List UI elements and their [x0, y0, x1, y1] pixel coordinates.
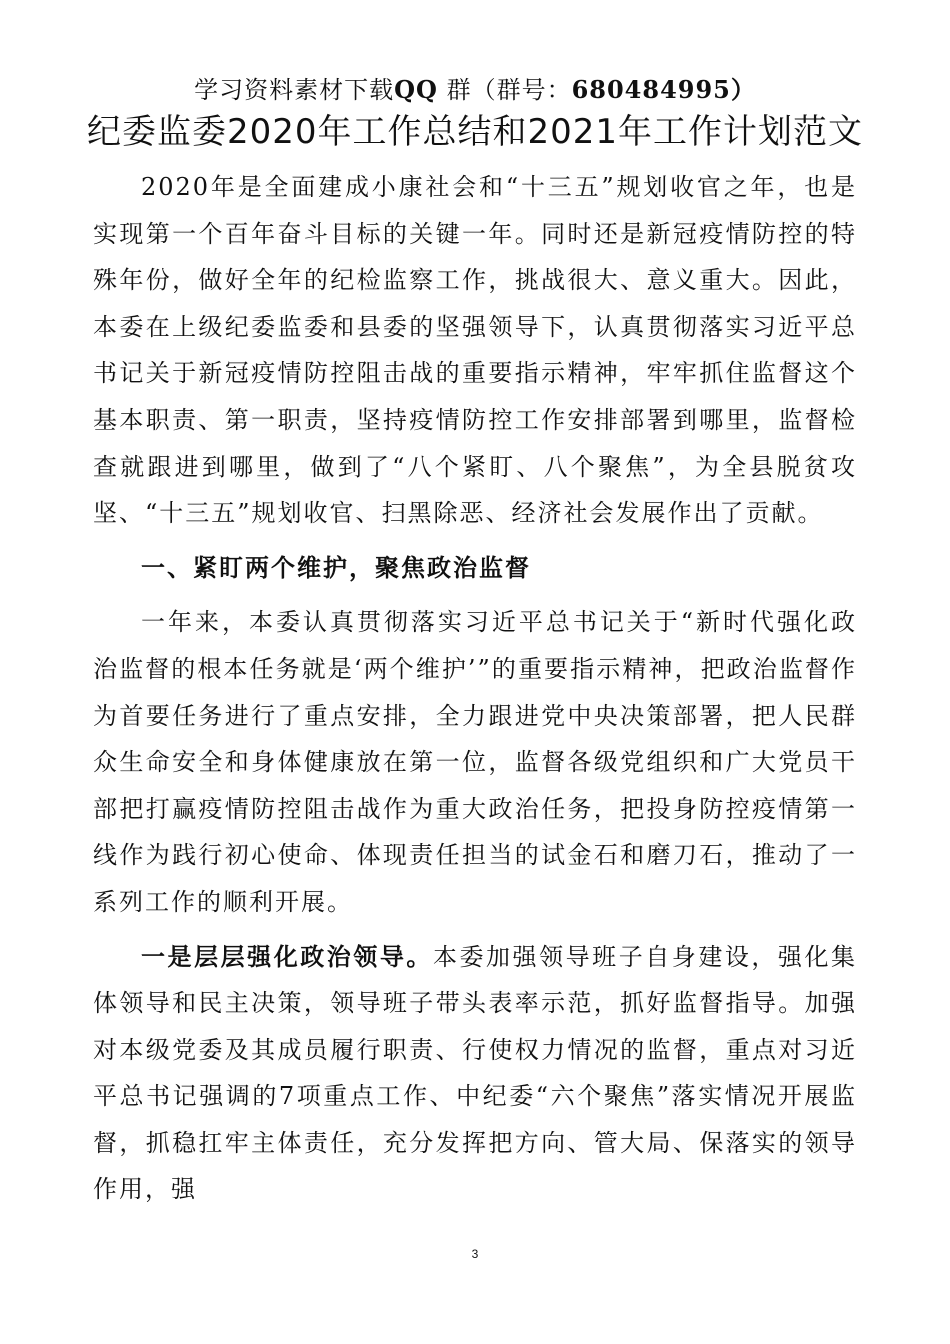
header-prefix: 学习资料素材下载 — [194, 76, 395, 104]
document-body — [93, 164, 857, 1213]
header-qq: QQ — [394, 75, 438, 104]
point-lead: 一是层层强化政治领导。 — [141, 942, 433, 971]
intro-paragraph: 2020年是全面建成小康社会和“十三五”规划收官之年，也是实现第一个百年奋斗目标的关键一年。同时还是新冠疫情防控的特殊年份，做好全年的纪检监察工作，挑战很大、意义重大。因此，本委在上级纪委监委和县委的坚强领导下，认真贯彻落实习近平总书记关于新冠疫情防控阻击战的重要指示精神，牢牢抓住监督这个基本职责、第一职责，坚持疫情防控工作安排部署到哪里，监督检查就跟进到哪里，做到了“八个紧盯、八个聚焦”，为全县脱贫攻坚、“十三五”规划收官、扫黑除恶、经济社会发展作出了贡献。 — [93, 173, 857, 528]
header-banner — [0, 74, 950, 106]
section-paragraph: 一年来，本委认真贯彻落实习近平总书记关于“新时代强化政治监督的根本任务就是‘两个维护’”的重要指示精神，把政治监督作为首要任务进行了重点安排，全力跟进党中央决策部署，把人民群众生命安全和身体健康放在第一位，监督各级党组织和广大党员干部把打赢疫情防控阻击战作为重大政治任务，把投身防控疫情第一线作为践行初心使命、体现责任担当的试金石和磨刀石，推动了一系列工作的顺利开展。 — [93, 608, 857, 916]
point-paragraph — [93, 934, 857, 1214]
header-group-text: 群（群号： — [437, 76, 572, 104]
header-group-number: 680484995 — [571, 75, 731, 104]
section-heading: 一、紧盯两个维护，聚焦政治监督 — [141, 553, 531, 582]
document-title: 纪委监委2020年工作总结和2021年工作计划范文 — [86, 112, 864, 152]
header-suffix: ） — [730, 75, 756, 104]
point-body: 本委加强领导班子自身建设，强化集体领导和民主决策，领导班子带头表率示范，抓好监督指导。加强对本级党委及其成员履行职责、行使权力情况的监督，重点对习近平总书记强调的7项重点工作、中纪委“六个聚焦”落实情况开展监督，抓稳扛牢主体责任，充分发挥把方向、管大局、保落实的领导作用，强 — [93, 942, 858, 1204]
page-number: 3 — [471, 1247, 479, 1261]
